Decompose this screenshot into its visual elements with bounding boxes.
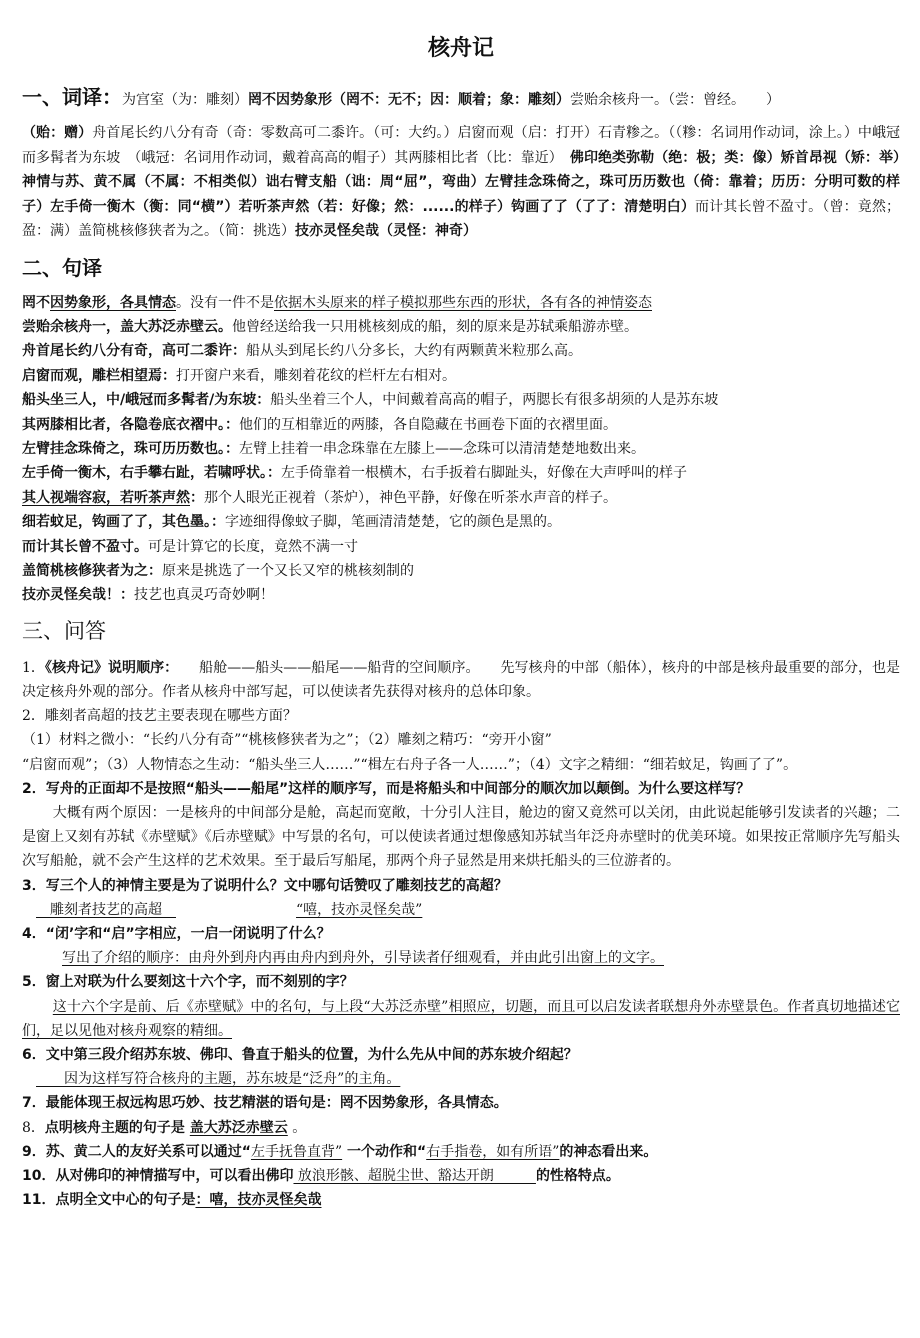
text: 。 <box>287 1119 307 1136</box>
qa-line <box>22 753 900 777</box>
bold-text: 尝贻余核舟一，盖大苏泛赤壁云。 <box>22 318 232 335</box>
underlined-text: 左手抚鲁直背” <box>250 1143 343 1160</box>
bold-text: 7．最能体现王叔远构思巧妙、技艺精湛的语句是：罔不因势象形，各具情态。 <box>22 1095 508 1112</box>
bold-text: 6．文中第三段介绍苏东坡、佛印、鲁直于船头的位置，为什么先从中间的苏东坡介绍起？ <box>22 1047 578 1064</box>
sentence-translation <box>22 437 900 461</box>
text: 他曾经送给我一只用桃核刻成的船，刻的原来是苏轼乘船游赤壁。 <box>232 318 638 335</box>
bold-text: 其两膝相比者，各隐卷底衣褶中。： <box>22 416 239 433</box>
qa-line <box>22 898 900 922</box>
underlined-text: 右手指卷，如有所语” <box>426 1143 560 1160</box>
bold-text: 而计其长曾不盈寸。 <box>22 538 148 555</box>
qa-line <box>22 1164 900 1188</box>
bold-text: 2．写舟的正面却不是按照“船头——船尾”这样的顺序写，而是将船头和中间部分的顺次加以颠倒。为什么要这样写？ <box>22 780 751 797</box>
qa-line <box>22 1188 900 1212</box>
word-translation <box>22 121 900 244</box>
underlined-text: 其人视端容寂，若听茶声然 <box>22 489 190 506</box>
qa-line <box>22 656 900 704</box>
text: “启窗而观”；（3）人物情态之生动：“船头坐三人……”“楫左右舟子各一人……”；（4）文字之精细：“细若蚊足，钩画了了”。 <box>22 756 798 773</box>
text: 。没有一件不是 <box>176 294 274 311</box>
sentence-translation <box>22 583 900 607</box>
sentence-translation <box>22 535 900 559</box>
qa-line <box>22 1067 900 1091</box>
qa-line <box>22 1043 900 1067</box>
text: 而计其长曾不盈寸。（曾：竟然；盈：满）盖简桃核修狭者为之。（简：挑选） <box>22 198 901 239</box>
qa-line <box>22 704 900 728</box>
bold-text: 4．“闭’字和“启”字相应，一启一闭说明了什么？ <box>22 926 331 943</box>
document-body <box>22 82 900 1212</box>
underlined-text: 盖大苏泛赤壁云 <box>189 1119 288 1136</box>
section-heading: 三、问答 <box>22 618 106 643</box>
sentence-translation <box>22 510 900 534</box>
sentence-translation <box>22 291 900 315</box>
text: 他们的互相靠近的两膝，各自隐藏在书画卷下面的衣褶里面。 <box>239 416 617 433</box>
qa-line <box>22 922 900 946</box>
text: 可是计算它的长度，竟然不满一寸 <box>148 538 358 555</box>
text: 为宫室（为：雕刻） <box>122 92 248 108</box>
bold-text: 细若蚊足，钩画了了，其色墨。： <box>22 514 225 531</box>
text: 2．雕刻者高超的技艺主要表现在哪些方面？ <box>22 708 297 725</box>
bold-text: 佛印绝类弥勒（绝：极；类：像）矫首昂视（矫：举）神情与苏、黄不属（不属：不相类似）诎右臂支船（诎：周“屈”，弯曲）左臂挂念珠倚之，珠可历历数也（倚：靠着；历历：分明可数的样子）左手倚一衡木（衡：同“横”）若听茶声然（若：好像；然：......的样子）钩画了了（了了：清楚明白） <box>22 149 901 215</box>
qa-line <box>22 728 900 752</box>
bold-text: （贻：赠） <box>22 125 93 141</box>
section-heading: 二、句译 <box>22 255 102 280</box>
text: 大概有两个原因：一是核舟的中间部分是舱，高起而宽敞，十分引人注目，舱边的窗又竟然可以关闭，由此说起能够引发读者的兴趣；二是窗上又刻有苏轼《赤壁赋》《后赤壁赋》中写景的名句，可以使读者通过想像感知苏轼当年泛舟赤壁时的优美环境。如果按正常顺序先写船头次写船舱，就不会产生这样的艺术效果。至于最后写船尾，那两个舟子显然是用来烘托船头的三位游者的。 <box>22 805 900 870</box>
text: 左臂上挂着一串念珠靠在左膝上——念珠可以清清楚楚地数出来。 <box>239 440 645 457</box>
underlined-text: “嘻，技亦灵怪矣哉” <box>296 901 423 918</box>
text: （1）材料之微小：“长约八分有奇”“桃核修狭者为之”；（2）雕刻之精巧：“旁开小窗” <box>22 732 552 749</box>
text: 字迹细得像蚊子脚，笔画清清楚楚，它的颜色是黑的。 <box>225 514 561 531</box>
sentence-translation <box>22 486 900 510</box>
underlined-text: 写出了介绍的顺序：由舟外到舟内再由舟内到舟外，引导读者仔细观看，并由此引出窗上的文字。 <box>62 950 664 967</box>
sentence-translation <box>22 461 900 485</box>
bold-text: 左臂挂念珠倚之，珠可历历数也。： <box>22 440 239 457</box>
bold-text: 9．苏、黄二人的友好关系可以通过“ <box>22 1143 251 1160</box>
bold-text: 一个动作和“ <box>342 1143 427 1160</box>
sentence-translation <box>22 364 900 388</box>
underlined-text: 因势象形，各具情态 <box>50 294 176 311</box>
underlined-text: ：嘻，技亦灵怪矣哉 <box>195 1192 322 1209</box>
sentence-translation <box>22 388 900 412</box>
bold-text: 启窗而观，雕栏相望焉： <box>22 367 176 384</box>
underlined-text: 因为这样写符合核舟的主题，苏东坡是“泛舟”的主角。 <box>36 1071 401 1088</box>
bold-text: ： <box>190 489 204 506</box>
underlined-text: 放浪形骸、超脱尘世、豁达开朗 <box>293 1168 536 1185</box>
bold-text: 船头坐三人，中/峨冠而多髯者/为东坡： <box>22 392 271 409</box>
word-translation <box>22 82 900 115</box>
qa-line <box>22 1091 900 1115</box>
document-title: 核舟记 <box>427 36 494 61</box>
bold-text: 3．写三个人的神情主要是为了说明什么？文中哪句话赞叹了雕刻技艺的高超？ <box>22 877 508 894</box>
qa-line <box>22 1140 900 1164</box>
text: 1． <box>22 659 45 676</box>
bold-text: 《核舟记》说明顺序： <box>44 659 172 676</box>
bold-text: 11．点明全文中心的句子是 <box>22 1192 196 1209</box>
bold-text: 点明核舟主题的句子是 <box>44 1119 190 1136</box>
underlined-text: 雕刻者技艺的高超 <box>36 901 176 918</box>
document-page <box>0 35 920 1212</box>
text: 左手倚靠着一根横木，右手扳着右脚趾头，好像在大声呼叫的样子 <box>281 465 687 482</box>
sentence-translation <box>22 559 900 583</box>
underlined-text: 依据木头原来的样子模拟那些东西的形状，各有各的神情姿态 <box>274 294 652 311</box>
section-heading: 一、词译： <box>22 85 122 109</box>
bold-text: 左手倚一衡木，右手攀右趾，若啸呼状。： <box>22 465 281 482</box>
qa-line <box>22 1116 900 1140</box>
text: 8． <box>22 1119 45 1136</box>
text: 原来是挑选了一个又长又窄的桃核刻制的 <box>162 562 414 579</box>
text: 那个人眼光正视着（茶炉），神色平静，好像在听茶水声音的样子。 <box>204 489 617 506</box>
qa-line <box>22 801 900 874</box>
text: 船头坐着三个人，中间戴着高高的帽子，两腮长有很多胡须的人是苏东坡 <box>270 392 719 409</box>
bold-text: 10．从对佛印的神情描写中，可以看出佛印 <box>22 1168 294 1185</box>
bold-text: 5．窗上对联为什么要刻这十六个字，而不刻别的字？ <box>22 974 354 991</box>
qa-line <box>22 970 900 994</box>
sentence-translation <box>22 339 900 363</box>
text: 尝贻余核舟一。（尝：曾经。 ） <box>570 92 780 108</box>
bold-text: 的神态看出来。 <box>559 1143 658 1160</box>
bold-text: 技亦灵怪矣哉！： <box>22 587 134 604</box>
bold-text: 罔不因势象形（罔不：无不；因：顺着；象：雕刻） <box>248 92 570 108</box>
bold-text: 罔不 <box>22 294 50 311</box>
bold-text: 舟首尾长约八分有奇，高可二黍许： <box>22 343 246 360</box>
sentence-translation <box>22 413 900 437</box>
text: 船从头到尾长约八分多长，大约有两颗黄米粒那么高。 <box>246 343 582 360</box>
text: 打开窗户来看，雕刻着花纹的栏杆左右相对。 <box>176 367 456 384</box>
qa-line <box>22 777 900 801</box>
bold-text: 盖简桃核修狭者为之： <box>22 562 162 579</box>
underlined-text: 这十六个字是前、后《赤壁赋》中的名句，与上段“大苏泛赤壁”相照应，切题，而且可以启发读者联想舟外赤壁景色。作者真切地描述它们，足以见他对核舟观察的精细。 <box>22 998 900 1039</box>
text: 舟首尾长约八分有奇（奇：零数高可二黍许。（可：大约。）启窗而观（启：打开）石青糁之。（（糁：名词用作动词，涂上。）中峨冠而多髯者为东坡 （峨冠：名词用作动词，戴着高高的帽子）其两膝相比者（比：靠近） <box>22 125 900 166</box>
qa-line <box>22 995 900 1043</box>
sentence-translation <box>22 315 900 339</box>
bold-text: 技亦灵怪矣哉（灵怪：神奇） <box>295 223 477 239</box>
text: 技艺也真灵巧奇妙啊！ <box>134 587 274 604</box>
qa-line <box>22 946 900 970</box>
qa-line <box>22 874 900 898</box>
text: 船舱——船头——船尾——船背的空间顺序。 先写核舟的中部（船体），核舟的中部是核舟最重要的部分，也是决定核舟外观的部分。作者从核舟中部写起，可以使读者先获得对核舟的总体印象。 <box>22 659 901 700</box>
bold-text: 的性格特点。 <box>535 1168 620 1185</box>
